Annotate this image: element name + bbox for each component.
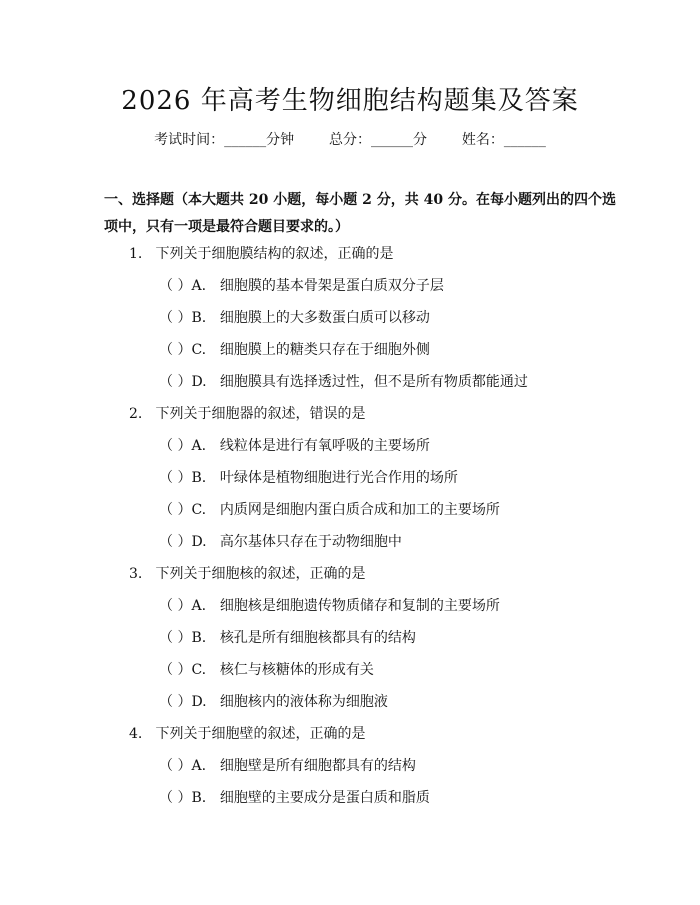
answer-blank[interactable]: （ ）	[159, 502, 192, 518]
exam-meta	[0, 130, 700, 150]
option-text: 细胞核内的液体称为细胞液	[219, 694, 388, 710]
question-text: 下列关于细胞膜结构的叙述，正确的是	[155, 246, 394, 262]
section-header-line: 一、选择题（本大题共 20 小题，每小题 2 分，共 40 分。在每小题列出的四个选	[104, 192, 616, 208]
answer-blank[interactable]: （ ）	[159, 758, 192, 774]
option-text: 细胞膜上的大多数蛋白质可以移动	[219, 310, 430, 326]
answer-option[interactable]	[0, 308, 700, 340]
answer-option[interactable]	[0, 532, 700, 564]
option-text: 线粒体是进行有氧呼吸的主要场所	[219, 438, 430, 454]
question-stem	[0, 244, 700, 276]
question-stem	[0, 404, 700, 436]
answer-blank[interactable]: （ ）	[159, 534, 192, 550]
student-name-field: 姓名：______	[461, 132, 546, 148]
question-text: 下列关于细胞器的叙述，错误的是	[155, 406, 366, 422]
option-letter: C.	[191, 662, 207, 678]
page-title: 2026 年高考生物细胞结构题集及答案	[121, 86, 579, 116]
option-text: 细胞膜的基本骨架是蛋白质双分子层	[219, 278, 444, 294]
answer-option[interactable]	[0, 596, 700, 628]
question	[0, 404, 700, 564]
option-text: 叶绿体是植物细胞进行光合作用的场所	[219, 470, 458, 486]
answer-blank[interactable]: （ ）	[159, 662, 192, 678]
option-letter: C.	[191, 502, 207, 518]
option-letter: D.	[191, 534, 207, 550]
answer-option[interactable]	[0, 692, 700, 724]
option-letter: D.	[191, 374, 207, 390]
option-letter: D.	[191, 694, 207, 710]
section-header-line: 项中，只有一项是最符合题目要求的。）	[104, 219, 349, 235]
option-text: 细胞壁的主要成分是蛋白质和脂质	[219, 790, 430, 806]
question-number: 1.	[129, 246, 143, 262]
answer-option[interactable]	[0, 276, 700, 308]
option-letter: B.	[191, 310, 207, 326]
option-text: 核孔是所有细胞核都具有的结构	[219, 630, 416, 646]
option-text: 细胞核是细胞遗传物质储存和复制的主要场所	[219, 598, 500, 614]
question	[0, 724, 700, 820]
answer-blank[interactable]: （ ）	[159, 598, 192, 614]
answer-option[interactable]	[0, 436, 700, 468]
question-number: 4.	[129, 726, 143, 742]
option-letter: A.	[191, 278, 207, 294]
answer-blank[interactable]: （ ）	[159, 278, 192, 294]
answer-option[interactable]	[0, 756, 700, 788]
option-text: 细胞壁是所有细胞都具有的结构	[219, 758, 416, 774]
answer-blank[interactable]: （ ）	[159, 694, 192, 710]
option-letter: B.	[191, 790, 207, 806]
question-stem	[0, 724, 700, 756]
option-text: 高尔基体只存在于动物细胞中	[219, 534, 402, 550]
total-score-field: 总分：______分	[329, 132, 427, 148]
question	[0, 244, 700, 404]
answer-blank[interactable]: （ ）	[159, 342, 192, 358]
answer-option[interactable]	[0, 628, 700, 660]
answer-option[interactable]	[0, 372, 700, 404]
answer-option[interactable]	[0, 340, 700, 372]
option-letter: A.	[191, 758, 207, 774]
answer-option[interactable]	[0, 660, 700, 692]
answer-blank[interactable]: （ ）	[159, 310, 192, 326]
option-text: 细胞膜上的糖类只存在于细胞外侧	[219, 342, 430, 358]
question-text: 下列关于细胞核的叙述，正确的是	[155, 566, 366, 582]
answer-option[interactable]	[0, 500, 700, 532]
question-stem	[0, 564, 700, 596]
answer-blank[interactable]: （ ）	[159, 374, 192, 390]
option-text: 核仁与核糖体的形成有关	[219, 662, 374, 678]
answer-option[interactable]	[0, 788, 700, 820]
option-letter: C.	[191, 342, 207, 358]
option-letter: A.	[191, 598, 207, 614]
question-list	[0, 244, 700, 820]
exam-time-field: 考试时间：______分钟	[154, 132, 295, 148]
answer-option[interactable]	[0, 468, 700, 500]
question-number: 3.	[129, 566, 143, 582]
option-letter: B.	[191, 630, 207, 646]
option-text: 内质网是细胞内蛋白质合成和加工的主要场所	[219, 502, 500, 518]
option-letter: B.	[191, 470, 207, 486]
option-letter: A.	[191, 438, 207, 454]
answer-blank[interactable]: （ ）	[159, 438, 192, 454]
answer-blank[interactable]: （ ）	[159, 630, 192, 646]
section-header	[104, 190, 616, 237]
question-text: 下列关于细胞壁的叙述，正确的是	[155, 726, 366, 742]
question-number: 2.	[129, 406, 143, 422]
answer-blank[interactable]: （ ）	[159, 790, 192, 806]
question	[0, 564, 700, 724]
answer-blank[interactable]: （ ）	[159, 470, 192, 486]
option-text: 细胞膜具有选择透过性，但不是所有物质都能通过	[219, 374, 528, 390]
